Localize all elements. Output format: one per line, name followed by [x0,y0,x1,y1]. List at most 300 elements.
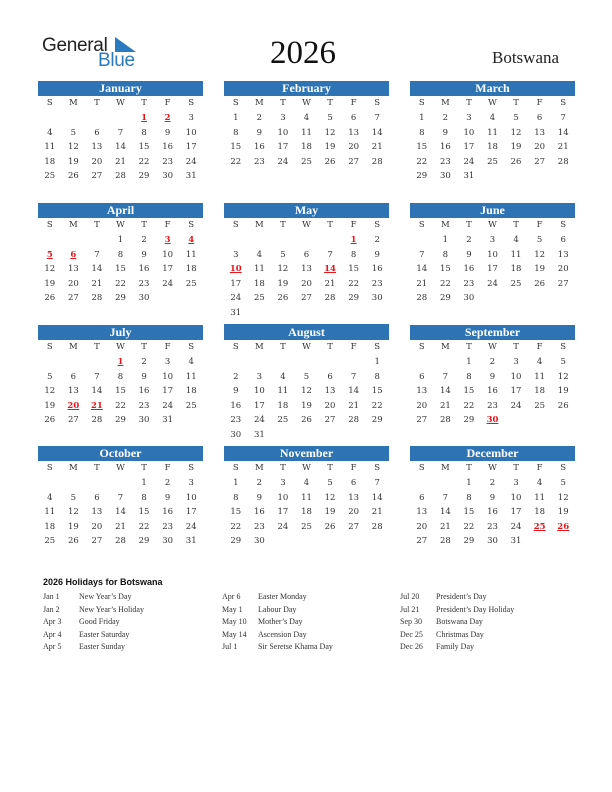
day-cell: 5 [560,357,566,367]
day-cell: 25 [534,400,546,411]
day-cell: 10 [277,492,289,503]
holiday-date: Jul 1 [222,642,238,651]
day-cell: 11 [301,492,312,503]
day-cell: 10 [463,127,475,138]
day-cell: 22 [115,400,126,411]
holiday-row [400,591,514,604]
day-cell: 2 [256,478,263,488]
day-cell: 1 [419,113,425,123]
empty-day-cell [62,476,86,491]
day-cell: 15 [230,507,242,517]
day-cell: 16 [138,386,150,396]
day-cell: 9 [374,249,380,260]
weekday-label: F [164,220,171,230]
holiday-day-cell: 4 [188,235,195,245]
day-cell: 7 [94,249,100,260]
day-cell: 7 [442,492,449,503]
day-cell: 14 [115,142,126,152]
month-header: March [410,81,575,96]
weekday-label: S [418,98,425,108]
day-cell: 16 [439,142,451,152]
day-cell: 2 [256,113,263,123]
day-cell: 6 [350,478,357,488]
day-cell: 19 [44,278,56,289]
day-cell: 20 [416,521,428,532]
day-cell: 16 [162,142,174,152]
day-cell: 16 [463,264,475,274]
day-cell: 25 [185,278,197,289]
day-cell: 5 [327,478,333,488]
weekday-label: F [536,98,543,108]
day-cell: 7 [350,371,357,382]
weekday-label: F [164,463,171,473]
day-cell: 11 [487,127,498,138]
day-cell: 19 [557,386,569,396]
day-cell: 1 [233,478,239,488]
day-cell: 23 [138,278,150,289]
day-cell: 28 [371,156,383,167]
weekday-label: S [232,98,239,108]
day-cell: 8 [141,492,147,503]
day-cell: 2 [141,235,147,245]
day-cell: 25 [253,293,265,303]
holiday-row [400,641,514,654]
weekday-label: S [374,342,381,352]
day-cell: 8 [117,249,124,260]
holiday-date: Dec 25 [400,629,423,639]
day-cell: 28 [115,171,126,181]
day-cell: 22 [463,400,475,411]
country-name: Botswana [492,48,560,67]
day-cell: 24 [510,521,522,532]
holiday-name: Easter Monday [258,592,307,601]
day-cell: 26 [44,415,56,425]
day-cell: 22 [230,521,242,532]
month-day-grid [410,461,575,549]
day-cell: 10 [162,249,174,260]
day-cell: 13 [557,249,569,260]
day-cell: 29 [463,536,475,546]
day-cell: 5 [70,127,77,138]
holiday-row [43,604,144,617]
holiday-row [222,629,333,642]
weekday-label: M [68,342,78,352]
day-cell: 20 [348,507,360,517]
empty-day-cell [295,355,319,370]
holiday-row [43,641,144,654]
day-cell: 2 [164,478,171,488]
day-cell: 28 [324,293,336,303]
day-cell: 4 [280,371,286,382]
day-cell: 25 [277,415,289,425]
holiday-date: Jul 20 [400,592,420,601]
month-march [410,81,575,184]
day-cell: 23 [487,400,498,411]
day-cell: 4 [536,357,543,367]
month-day-grid [38,461,203,549]
day-cell: 7 [374,113,380,123]
day-cell: 11 [185,249,197,260]
day-cell: 9 [141,371,147,382]
month-day-grid [224,218,389,320]
month-day-grid [38,340,203,428]
day-cell: 18 [185,386,197,396]
weekday-label: T [513,463,519,473]
holiday-day-cell: 21 [91,400,103,411]
day-cell: 4 [47,127,53,138]
day-cell: 29 [463,415,475,425]
day-cell: 29 [115,415,126,425]
day-cell: 10 [162,371,174,382]
day-cell: 16 [487,386,498,396]
day-cell: 19 [67,156,79,167]
empty-day-cell [109,111,133,126]
weekday-label: S [188,220,195,230]
holiday-name: Sir Seretse Khama Day [258,642,333,651]
day-cell: 23 [253,156,265,167]
holiday-date: Sep 30 [400,617,422,626]
empty-day-cell [342,355,366,370]
day-cell: 19 [557,507,569,517]
day-cell: 15 [348,264,360,274]
day-cell: 4 [303,113,310,123]
weekday-label: T [280,463,286,473]
day-cell: 31 [510,536,522,546]
day-cell: 9 [489,492,496,503]
holiday-date: Apr 6 [222,592,241,601]
day-cell: 20 [534,142,546,152]
holiday-row [400,616,514,629]
day-cell: 1 [466,478,472,488]
day-cell: 11 [44,142,56,152]
weekday-label: S [560,342,567,352]
day-cell: 27 [557,278,569,289]
weekday-label: W [116,463,125,473]
day-cell: 2 [374,235,380,245]
day-cell: 18 [185,264,197,274]
holiday-date: Dec 26 [400,642,423,651]
weekday-label: M [254,220,264,230]
weekday-label: T [466,220,472,230]
day-cell: 13 [348,492,360,503]
holiday-date: Apr 5 [43,642,62,651]
day-cell: 5 [560,478,566,488]
day-cell: 30 [439,171,451,181]
holiday-day-cell: 10 [229,264,242,274]
day-cell: 5 [327,113,333,123]
day-cell: 26 [557,400,569,411]
weekday-label: S [188,342,195,352]
weekday-label: W [302,98,311,108]
day-cell: 13 [67,264,79,274]
day-cell: 18 [301,507,312,517]
day-cell: 10 [185,492,197,503]
day-cell: 17 [487,264,498,274]
weekday-label: F [536,342,543,352]
month-day-grid [38,96,203,184]
empty-day-cell [410,476,434,491]
holiday-day-cell: 25 [533,521,546,532]
weekday-label: F [350,463,357,473]
day-cell: 14 [371,127,383,138]
month-day-grid [224,340,389,442]
empty-day-cell [248,355,272,370]
month-header: June [410,203,575,218]
day-cell: 8 [442,249,449,260]
day-cell: 17 [277,142,289,152]
holiday-day-cell: 6 [70,249,77,260]
day-cell: 26 [44,293,56,303]
day-cell: 27 [534,156,546,167]
day-cell: 19 [277,278,289,289]
day-cell: 9 [489,371,496,382]
month-june [410,203,575,306]
holiday-day-cell: 1 [350,235,357,245]
day-cell: 8 [117,371,124,382]
day-cell: 4 [303,478,310,488]
day-cell: 2 [489,357,496,367]
day-cell: 28 [439,415,451,425]
empty-day-cell [38,476,62,491]
day-cell: 14 [416,264,428,274]
day-cell: 13 [67,386,79,396]
day-cell: 25 [44,536,56,546]
day-cell: 4 [489,113,496,123]
holiday-day-cell: 30 [486,415,499,425]
day-cell: 9 [256,492,263,503]
day-cell: 29 [138,536,150,546]
day-cell: 13 [91,507,103,517]
month-april [38,203,203,306]
weekday-label: T [466,98,472,108]
day-cell: 15 [115,386,126,396]
weekday-label: T [327,98,333,108]
weekday-label: S [418,342,425,352]
day-cell: 7 [442,371,449,382]
day-cell: 31 [463,171,475,181]
month-day-grid [410,218,575,306]
day-cell: 21 [439,521,451,532]
empty-day-cell [38,111,62,126]
day-cell: 13 [416,507,428,517]
day-cell: 13 [534,127,546,138]
weekday-label: S [374,220,381,230]
day-cell: 27 [416,415,428,425]
month-header: July [38,325,203,340]
day-cell: 29 [416,171,428,181]
day-cell: 18 [277,400,289,411]
day-cell: 12 [557,371,569,382]
day-cell: 15 [138,142,150,152]
weekday-label: T [280,220,286,230]
day-cell: 1 [374,357,380,367]
day-cell: 28 [371,521,383,532]
day-cell: 18 [534,386,546,396]
day-cell: 19 [534,264,546,274]
day-cell: 27 [67,293,79,303]
day-cell: 24 [185,521,197,532]
logo-general-text: General [42,35,108,56]
day-cell: 15 [463,507,475,517]
day-cell: 16 [162,507,174,517]
day-cell: 21 [91,278,103,289]
day-cell: 3 [513,478,519,488]
empty-day-cell [62,355,86,370]
day-cell: 1 [466,357,472,367]
month-day-grid [224,96,389,169]
day-cell: 3 [256,371,263,382]
day-cell: 21 [115,156,126,167]
day-cell: 18 [510,264,522,274]
day-cell: 21 [416,278,428,289]
day-cell: 26 [510,156,522,167]
day-cell: 12 [67,142,79,152]
day-cell: 28 [91,415,103,425]
empty-day-cell [109,476,133,491]
day-cell: 30 [138,293,150,303]
month-header: April [38,203,203,218]
weekday-label: S [232,342,239,352]
day-cell: 30 [371,293,383,303]
day-cell: 18 [44,156,56,167]
day-cell: 5 [513,113,519,123]
holiday-name: President’s Day Holiday [436,604,515,614]
empty-day-cell [248,233,272,248]
weekday-label: T [94,342,100,352]
day-cell: 16 [230,400,242,411]
day-cell: 17 [162,264,174,274]
weekday-label: S [46,342,53,352]
day-cell: 9 [141,249,147,260]
weekday-label: M [68,98,78,108]
empty-day-cell [85,111,109,126]
day-cell: 24 [487,278,498,289]
day-cell: 30 [487,536,498,546]
weekday-label: T [141,98,147,108]
day-cell: 26 [324,156,336,167]
month-november [224,446,389,549]
day-cell: 3 [466,113,472,123]
month-july [38,325,203,428]
empty-day-cell [85,355,109,370]
day-cell: 8 [466,492,472,503]
day-cell: 3 [188,478,194,488]
day-cell: 18 [253,278,265,289]
day-cell: 26 [301,415,312,425]
day-cell: 19 [324,142,336,152]
day-cell: 21 [324,278,336,289]
holiday-name: Family Day [436,642,474,651]
holiday-row [43,591,144,604]
weekday-label: F [536,463,543,473]
day-cell: 8 [350,249,357,260]
day-cell: 17 [253,400,265,411]
day-cell: 22 [138,156,150,167]
day-cell: 4 [513,235,519,245]
day-cell: 24 [277,156,289,167]
day-cell: 29 [439,293,451,303]
day-cell: 17 [230,278,242,289]
empty-day-cell [85,476,109,491]
day-cell: 26 [67,171,79,181]
day-cell: 12 [44,386,56,396]
day-cell: 24 [463,156,475,167]
holiday-day-cell: 26 [557,521,570,532]
day-cell: 30 [162,536,174,546]
weekday-label: M [254,342,264,352]
day-cell: 6 [419,492,425,503]
holiday-name: Good Friday [79,617,120,626]
day-cell: 12 [324,127,336,138]
logo-blue-text: Blue [98,50,135,71]
weekday-label: S [418,463,425,473]
day-cell: 24 [185,156,197,167]
month-october [38,446,203,549]
day-cell: 18 [44,521,56,532]
day-cell: 19 [301,400,312,411]
day-cell: 30 [162,171,174,181]
weekday-label: F [350,98,357,108]
day-cell: 15 [463,386,475,396]
day-cell: 7 [94,371,100,382]
day-cell: 3 [513,357,519,367]
day-cell: 6 [350,113,357,123]
day-cell: 15 [230,142,242,152]
day-cell: 22 [371,400,383,411]
holiday-name: President’s Day [436,592,487,601]
day-cell: 9 [164,492,171,503]
day-cell: 15 [416,142,428,152]
day-cell: 13 [416,386,428,396]
holiday-row [222,641,333,654]
weekday-label: T [327,342,333,352]
day-cell: 8 [466,371,472,382]
weekday-label: S [374,463,381,473]
day-cell: 3 [188,113,194,123]
day-cell: 22 [138,521,150,532]
month-day-grid [410,340,575,428]
day-cell: 2 [233,371,239,382]
day-cell: 18 [487,142,498,152]
day-cell: 16 [253,507,265,517]
day-cell: 25 [487,156,498,167]
holiday-name: Easter Saturday [79,629,130,639]
day-cell: 7 [117,492,124,503]
day-cell: 5 [70,492,77,503]
month-header: November [224,446,389,461]
day-cell: 8 [233,492,239,503]
day-cell: 16 [371,264,383,274]
day-cell: 7 [117,127,124,138]
day-cell: 31 [230,307,242,318]
day-cell: 10 [510,492,522,503]
day-cell: 6 [327,371,333,382]
day-cell: 11 [253,264,265,274]
holiday-name: Mother’s Day [258,617,303,626]
day-cell: 28 [91,293,103,303]
day-cell: 11 [301,127,312,138]
day-cell: 12 [277,264,289,274]
day-cell: 4 [256,249,263,260]
day-cell: 20 [557,264,569,274]
day-cell: 11 [534,371,546,382]
month-september [410,325,575,428]
holiday-name: Botswana Day [436,617,483,626]
day-cell: 23 [371,278,383,289]
holiday-day-cell: 14 [324,264,336,274]
day-cell: 4 [47,492,53,503]
empty-day-cell [38,233,62,248]
